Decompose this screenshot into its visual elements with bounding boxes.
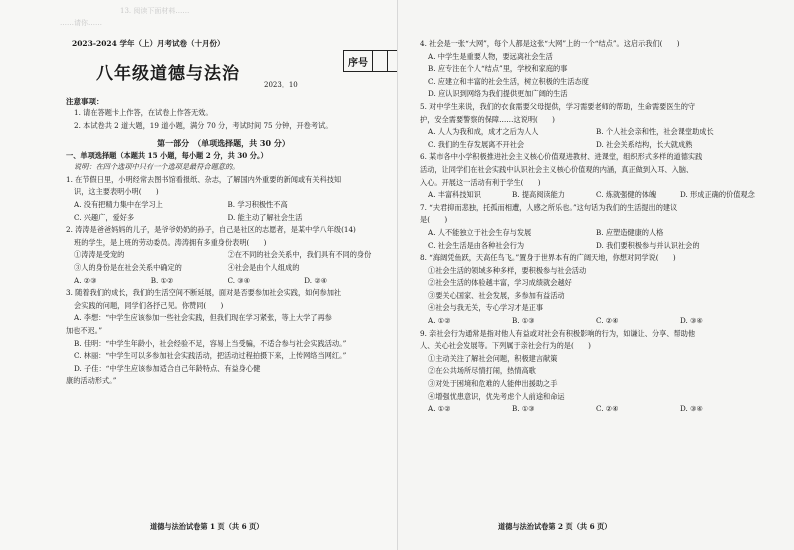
choice: C. ③④	[227, 275, 251, 285]
question-9-line: 人、关心社会发展等。下列属于亲社会行为的是( )	[420, 341, 591, 351]
question-1-options	[66, 199, 381, 212]
option: ③人的身份是在社会关系中确定的	[74, 262, 182, 272]
option: B. 应专注在个人“结点”里，学校和家庭的事	[428, 64, 568, 74]
question-7-options	[420, 240, 764, 253]
question-6-line: 入心。开展这一活动有利于学生( )	[420, 177, 541, 187]
option: A. 人人为我和成，成才之后为人人	[428, 127, 539, 137]
notice-item: 1. 请在答题卡上作答，在试卷上作答无效。	[74, 108, 213, 117]
sequence-number-box[interactable]	[343, 50, 403, 72]
option: A. 丰富科技知识	[428, 190, 481, 200]
option: C. 社会生活是由各种社会行为	[428, 240, 525, 250]
question-1: 1. 在节假日里，小明经常去图书馆看报纸、杂志，了解国内外重要的新闻或有关科技知	[66, 174, 342, 184]
option: D. 应认识到网络为我们提供更加广阔的生活	[428, 89, 568, 99]
sequence-digit-box[interactable]	[373, 51, 388, 71]
bleed-through-text: 13. 阅读下面材料……	[120, 7, 190, 15]
opinion-d-cont: 康的活动形式。”	[66, 376, 117, 386]
choice: B. ①③	[512, 404, 535, 414]
opinion-c: C. 林丽：“中学生可以多参加社会实践活动，把活动过程拍摄下来，上传网络当网红。”	[74, 351, 347, 361]
question-2-line: 班的学生，是上班的劳动委员。涛涛拥有多重身份表明( )	[74, 237, 267, 247]
question-5-options	[420, 126, 764, 139]
notice-title: 注意事项：	[66, 97, 104, 106]
option: D. 能主动了解社会生活	[227, 212, 303, 222]
choice: A. ①②	[428, 316, 451, 326]
option: D. 形成正确的价值观念	[680, 190, 755, 200]
choice: D. ②④	[304, 275, 328, 285]
question-2-options	[66, 249, 381, 262]
question-9-choices	[420, 403, 764, 416]
choice: A. ②③	[74, 275, 97, 285]
question-2-choices	[66, 275, 381, 288]
question-6-options	[420, 189, 764, 202]
option: ①涛涛是受宠的	[74, 250, 125, 260]
sequence-label: 序号	[344, 51, 373, 71]
opinion-b: B. 佳明：“中学生年龄小，社会经验不足，容易上当受骗，不适合参与社会实践活动。”	[74, 338, 347, 348]
question-2-options	[66, 262, 381, 275]
option: C. 炼就强健的体魄	[596, 190, 657, 200]
question-7: 7. “夫君抑而悲独，托孤而相遭，人感之所乐也。”这句话为我们的生活提出的建议	[420, 202, 678, 212]
opinion-a-cont: 加也不迟。”	[66, 325, 103, 335]
statement: ④社会与我无关，专心学习才是正事	[428, 303, 544, 313]
exam-year-header: 2023-2024 学年（上）月考试卷（十月份）	[72, 39, 225, 48]
option: B. 学习积极性不高	[227, 199, 288, 209]
statement: ④增强忧患意识，优先考虑个人前途和命运	[428, 391, 565, 401]
option: B. 个人社会亲和性，社会课堂助成长	[596, 127, 714, 137]
opinion-d: D. 子佳：“中学生应该参加适合自己年龄特点、有益身心健	[74, 363, 261, 373]
option: ④社会是由个人组成的	[227, 262, 300, 272]
section-note: 说明：在四个选项中只有一个选项是最符合题意的。	[74, 162, 240, 172]
question-1-options	[66, 212, 381, 225]
statement: ③对处于困境和危难的人能伸出援助之手	[428, 379, 558, 389]
question-8: 8. “海阔凭鱼跃，天高任鸟飞。”置身于世界本有的广阔天地，你想对同学说( )	[420, 253, 676, 263]
option: D. 社会关系结构，长大就成熟	[596, 139, 693, 149]
choice: B. ①③	[512, 316, 535, 326]
question-4: 4. 社会是一张“大网”，每个人都是这张“大网”上的一个“结点”。这启示我们( )	[420, 39, 680, 48]
statement: ②在公共场所尽情打闹，热情高歌	[428, 366, 536, 376]
choice: C. ②④	[596, 316, 619, 326]
part-title: 第一部分 （单项选择题，共 30 分）	[157, 138, 290, 149]
question-5-options	[420, 139, 764, 152]
choice: D. ③④	[680, 316, 703, 326]
question-2: 2. 涛涛是爸爸妈妈的儿子，是爷爷奶奶的孙子，自己是社区的志愿者，是某中学八年级(14)	[66, 225, 356, 235]
exam-date: 2023．10	[264, 81, 298, 89]
page-footer: 道德与法治试卷第 1 页（共 6 页）	[150, 522, 264, 531]
option: C. 我们的生存发展离不开社会	[428, 139, 525, 149]
question-6-line: 活动，让同学们在社会实践中认识社会主义核心价值观的内涵，真正做到入耳、入脑、	[420, 164, 694, 174]
statement: ②社会生活的体验越丰富，学习成绩就会越好	[428, 278, 572, 288]
statement: ①主动关注了解社会问题，积极建言献策	[428, 353, 558, 363]
option: C. 应建立和丰富的社会生活，树立积极的生活态度	[428, 76, 589, 86]
bleed-through-text: ……请你……	[60, 19, 102, 27]
option: ②在不同的社会关系中，我们具有不同的身份	[227, 250, 372, 260]
option: A. 人不能独立于社会生存与发展	[428, 227, 532, 237]
option: A. 中学生是重要人物，要远离社会生活	[428, 51, 553, 61]
question-5: 5. 对中学生来说，我们的衣食需要父母提供，学习需要老师的帮助，生命需要医生的守	[420, 101, 696, 111]
choice: C. ②④	[596, 404, 619, 414]
choice: A. ①②	[428, 404, 451, 414]
question-5-line: 护，安全需要警察的保障……这说明( )	[420, 114, 555, 124]
option: C. 兴趣广，爱好多	[74, 212, 135, 222]
question-3: 3. 随着我们的成长，我们的生活空间不断延展，面对是否要参加社会实践，如何参加社	[66, 288, 342, 298]
option: B. 应塑造健康的人格	[596, 227, 664, 237]
question-7-options	[420, 227, 764, 240]
option: D. 我们要积极参与并认识社会的	[596, 240, 700, 250]
choice: B. ①②	[150, 275, 174, 285]
question-6: 6. 某市各中小学积极推进社会主义核心价值观进教材、进课堂，组织形式多样的道德实践	[420, 152, 703, 162]
statement: ①社会生活的领域多种多样，要积极参与社会活动	[428, 265, 587, 275]
page-footer: 道德与法治试卷第 2 页（共 6 页）	[498, 522, 612, 531]
notice-item: 2. 本试卷共 2 道大题，19 道小题，满分 70 分，考试时间 75 分钟，开卷考试。	[74, 120, 333, 130]
exam-page-2	[397, 0, 794, 550]
opinion-a: A. 李想：“中学生应该参加一些社会实践，但我们现在学习紧张，等上大学了再参	[74, 313, 332, 323]
choice: D. ③④	[680, 404, 703, 414]
option: B. 提高阅读能力	[512, 190, 565, 200]
question-1-line: 识，这主要表明小明( )	[74, 187, 159, 197]
exam-title: 八年级道德与法治	[96, 64, 240, 84]
question-7-line: 是( )	[420, 215, 448, 225]
question-9: 9. 亲社会行为通常是指对他人有益或对社会有积极影响的行为，如谦让、分享、帮助他	[420, 328, 696, 338]
question-3-line: 会实践的问题，同学们各抒己见。你赞同( )	[74, 300, 224, 310]
option: A. 没有把精力集中在学习上	[74, 199, 163, 209]
statement: ③要关心国家、社会发展，多参加有益活动	[428, 290, 565, 300]
section-title: 一、单项选择题（本题共 15 小题，每小题 2 分，共 30 分。）	[66, 151, 268, 161]
question-8-choices	[420, 315, 764, 328]
